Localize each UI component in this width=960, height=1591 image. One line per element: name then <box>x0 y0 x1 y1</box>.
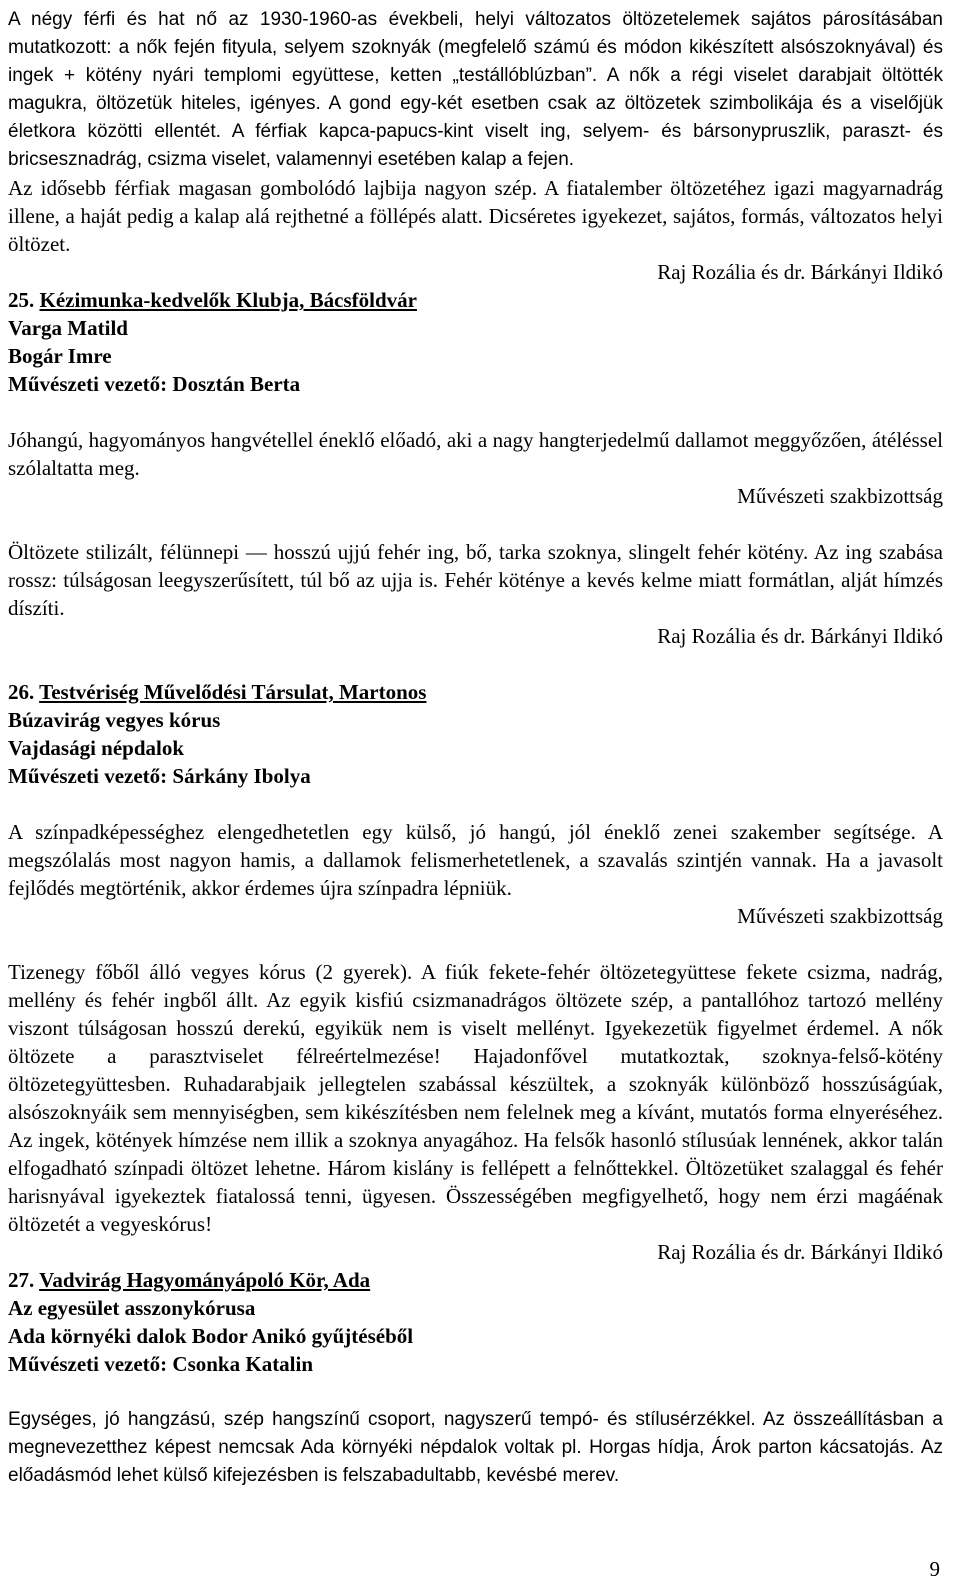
entry-27 <box>8 1266 943 1490</box>
intro-paragraph-cont: Az idősebb férfiak magasan gombolódó lajbija nagyon szép. A fiatalember öltözetéhez igazi magyarnadrág illene, a haját pedig a kalap alá rejthetné a föllépés alatt. Dicséretes igyekezet, sajátos, formás, változatos helyi öltözet. <box>8 176 943 256</box>
entry-review-costume: Tizenegy főből álló vegyes kórus (2 gyerek). A fiúk fekete-fehér öltözetegyüttese fekete csizma, nadrág, mellény és fehér ingből állt. Az egyik kisfiú csizmanadrágos öltözete szép, a pantallóhoz tartozó mellény viszont túlságosan hosszú derekú, egyikük nem is viselt mellényt. Igyekezetük figyelmet érdemel. A nők öltözete a parasztviselet félreértelmezése! Hajadonfővel mutatkoztak, szoknya-felső-kötény öltözetegyüttesben. Ruhadarabjaik jellegtelen szabással készültek, a szoknyák különböző hosszúságúak, alsószoknyáik sem mennyiségben, sem kikészítésben nem felelnek meg a kívánt, mutatós forma elnyeréséhez. Az ingek, kötények hímzése nem illik a szoknya anyagához. Ha felsők hasonló stílusúak lennének, akkor talán elfogadható színpadi öltözet lehetne. Három kislány is fellépett a felnőttekkel. Öltözetüket szalaggal és fehér harisnyával igyekeztek fiatalossá tenni, ügyesen. Összességében megfigyelhető, hogy nem érzi magáénak öltözetét a vegyeskórus! <box>8 960 943 1236</box>
entry-line: Bogár Imre <box>8 344 112 368</box>
entry-number: 27. <box>8 1268 35 1292</box>
entry-review-music: Jóhangú, hagyományos hangvétellel éneklő előadó, aki a nagy hangterjedelmű dallamot meggyőzően, átéléssel szólaltatta meg. <box>8 428 943 480</box>
entry-heading <box>8 286 943 314</box>
entry-heading <box>8 678 943 706</box>
intro-paragraph: A négy férfi és hat nő az 1930-1960-as évekbeli, helyi változatos öltözetelemek sajátos párosításában mutatkozott: a nők fején fityula, selyem szoknyák (megfelelő számú és módon kikészített alsószoknyával) és ingek + kötény nyári templomi együttese, ketten „testállóblúzban”. A nők a régi viselet darabjait öltötték magukra, öltözetük hiteles, igényes. A gond egy-két esetben csak az öltözetek szimbolikája és a viselőjük életkora közötti ellentét. A férfiak kapca-papucs-kint viselt ing, selyem- és bársonypruszlik, paraszt- és bricsesznadrág, csizma viselet, valamennyi esetében kalap a fejen. <box>8 9 943 170</box>
entry-line: Művészeti vezető: Csonka Katalin <box>8 1352 314 1376</box>
entry-group: Testvériség Művelődési Társulat, Martonos <box>39 680 427 704</box>
entry-heading <box>8 1266 943 1294</box>
entry-26 <box>8 678 943 1266</box>
page-number: 9 <box>929 1557 940 1581</box>
entry-signature-costume: Raj Rozália és dr. Bárkányi Ildikó <box>657 1240 943 1264</box>
entry-signature-music: Művészeti szakbizottság <box>737 484 943 508</box>
entry-review-costume: Öltözete stilizált, félünnepi ― hosszú ujjú fehér ing, bő, tarka szoknya, slingelt fehér kötény. Az ing szabása rossz: túlságosan leegyszerűsített, túl bő az ujja is. Fehér köténye a kevés kelme miatt formátlan, alját hímzés díszíti. <box>8 540 943 620</box>
entry-group: Kézimunka-kedvelők Klubja, Bácsföldvár <box>39 288 417 312</box>
entry-number: 25. <box>8 288 35 312</box>
entry-line: Az egyesület asszonykórusa <box>8 1296 256 1320</box>
entry-number: 26. <box>8 680 35 704</box>
entry-line: Művészeti vezető: Sárkány Ibolya <box>8 764 311 788</box>
entry-signature-music: Művészeti szakbizottság <box>737 904 943 928</box>
entry-line: Búzavirág vegyes kórus <box>8 708 221 732</box>
intro-signature: Raj Rozália és dr. Bárkányi Ildikó <box>657 260 943 284</box>
entry-review-music: A színpadképességhez elengedhetetlen egy külső, jó hangú, jól éneklő zenei szakember segítsége. A megszólalás most nagyon hamis, a dallamok felismerhetetlenek, a szavalás szintjén vannak. Ha a javasolt fejlődés megtörténik, akkor érdemes újra színpadra lépniük. <box>8 820 943 900</box>
entry-25 <box>8 286 943 650</box>
entry-line: Ada környéki dalok Bodor Anikó gyűjtéséből <box>8 1324 414 1348</box>
entry-signature-costume: Raj Rozália és dr. Bárkányi Ildikó <box>657 624 943 648</box>
entry-group: Vadvirág Hagyományápoló Kör, Ada <box>39 1268 371 1292</box>
entry-line: Varga Matild <box>8 316 128 340</box>
document-page <box>8 6 943 1490</box>
entry-line: Vajdasági népdalok <box>8 736 185 760</box>
entry-review-music: Egységes, jó hangzású, szép hangszínű csoport, nagyszerű tempó- és stílusérzékkel. Az összeállításban a megnevezetthez képest nemcsak Ada környéki népdalok voltak pl. Horgas hídja, Árok parton kácsatojás. Az előadásmód lehet külső kifejezésben is felszabadultabb, kevésbé merev. <box>8 1409 943 1486</box>
entry-line: Művészeti vezető: Dosztán Berta <box>8 372 301 396</box>
